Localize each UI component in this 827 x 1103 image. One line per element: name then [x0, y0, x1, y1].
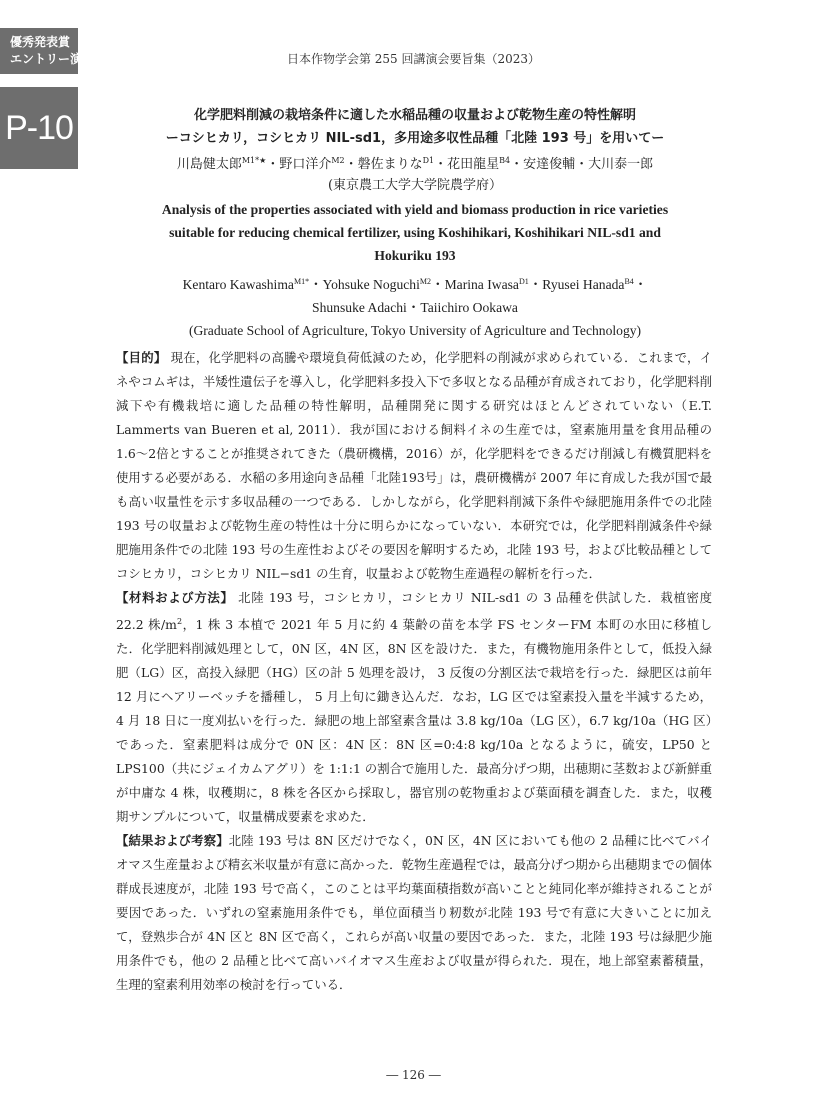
- unit-superscript: 2: [176, 617, 183, 626]
- japanese-title: [110, 104, 720, 150]
- author-name: ・Yohsuke Noguchi: [309, 277, 420, 292]
- results-section: [116, 829, 712, 997]
- author-mark: B4: [624, 277, 634, 286]
- title-block: [110, 104, 720, 342]
- author-name: 川島健太郎: [176, 157, 242, 172]
- japanese-authors: [110, 150, 720, 175]
- running-header: 日本作物学会第 255 回講演会要旨集（2023）: [286, 52, 541, 66]
- english-authors: [110, 270, 720, 319]
- author-name: ・Ryusei Hanada: [528, 277, 625, 292]
- poster-id-badge: P-10: [0, 87, 78, 169]
- japanese-title-line1: 化学肥料削減の栽培条件に適した水稲品種の収量および乾物生産の特性解明: [193, 108, 636, 123]
- methods-section: [116, 586, 712, 829]
- english-title-line2: suitable for reducing chemical fertilizer, using Koshihikari, Koshihikari NIL-sd1 and: [169, 225, 661, 240]
- results-text: 北陸 193 号は 8N 区だけでなく，0N 区，4N 区においても他の 2 品種に比べてバイオマス生産量および精玄米収量が有意に高かった．乾物生産過程では，最高分げつ期から出穂期までの個体群成長速度が，北陸 193 号で高く，このことは平均葉面積指数が高いことと純同化率が維持されることが要因であった．いずれの窒素施用条件でも，単位面積当り籾数が北陸 193 号で有意に大きいことに加えて，登熟歩合が 4N 区と 8N 区で高く，これらが高い収量の要因であった．また，北陸 193 号は緑肥少施用条件でも，他の 2 品種と比べて高いバイオマス生産および収量が得られた．現在，地上部窒素蓄積量，生理的窒素利用効率の検討を行っている．: [116, 833, 712, 992]
- author-mark: M2: [419, 277, 431, 286]
- entry-label: エントリー演題: [10, 52, 95, 66]
- english-title: [110, 198, 720, 267]
- methods-text: 北陸 193 号，コシヒカリ，コシヒカリ NIL-sd1 の 3 品種を供試した．栽植密度 22.2 株/m: [116, 590, 712, 632]
- author-separator: ・: [633, 277, 648, 292]
- japanese-affiliation: (東京農工大学大学院農学府）: [327, 178, 503, 193]
- author-mark: D1: [518, 277, 529, 286]
- methods-heading: 【材料および方法】: [116, 590, 234, 605]
- purpose-text: 現在，化学肥料の高騰や環境負荷低減のため，化学肥料の削減が求められている．これまで，イネやコムギは，半矮性遺伝子を導入し，化学肥料多投入下で多収となる品種が育成されており，化学肥料削減下や有機栽培に適した品種の特性解明，品種開発に関する研究はほとんどされていない（E.T. Lammerts van Bueren et al, 2011）．我が国における飼料イネの生産では，窒素施用量を食用品種の1.6〜2倍とすることが推奨されてきた（農研機構，2016）が，化学肥料をできるだけ削減し有機質肥料を使用する必要がある．水稲の多用途向き品種「北陸193号」は，農研機構が 2007 年に育成した我が国で最も高い収量性を示す多収品種の一つである．しかしながら，化学肥料削減下条件や緑肥施用条件での北陸 193 号の収量および乾物生産の特性は十分に明らかになっていない．本研究では，化学肥料削減条件や緑肥施用条件での北陸 193 号の生産性およびその要因を解明するため，北陸 193 号，および比較品種としてコシヒカリ，コシヒカリ NIL−sd1 の生育，収量および乾物生産過程の解析を行った．: [116, 350, 712, 581]
- english-authors-line2: Shunsuke Adachi・Taiichiro Ookawa: [312, 300, 518, 315]
- results-heading: 【結果および考察】: [116, 833, 229, 848]
- author-names-rest: ・安達俊輔・大川泰一郎: [510, 157, 654, 172]
- purpose-heading: 【目的】: [116, 350, 167, 365]
- japanese-subtitle: ーコシヒカリ，コシヒカリ NIL-sd1，多用途多収性品種「北陸 193 号」を用いてー: [165, 131, 665, 146]
- page-number: ― 126 ―: [386, 1068, 441, 1082]
- english-title-line1: Analysis of the properties associated with yield and biomass production in rice varieties: [161, 202, 669, 217]
- methods-text-cont: ，1 株 3 本植で 2021 年 5 月に約 4 葉齢の苗を本学 FS センターFM 本町の水田に移植した．化学肥料削減処理として，0N 区，4N 区，8N 区を設けた．また，有機物施用条件として，低投入緑肥（LG）区，高投入緑肥（HG）区の計 5 処理を設け， 3 反復の分割区法で栽培を行った．緑肥区は前年 12 月にヘアリーベッチを播種し， 5 月上旬に鋤き込んだ．なお，LG 区では窒素投入量を半減するため，4 月 18 日に一度刈払いを行った．緑肥の地上部窒素含量は 3.8 kg/10a（LG 区），6.7 kg/10a（HG 区）であった．窒素肥料は成分で 0N 区：4N 区：8N 区=0:4:8 kg/10a となるように，硫安，LP50 と LPS100（共にジェイカムアグリ）を 1:1:1 の割合で施用した．最高分げつ期，出穂期に茎数および新鮮重が中庸な 4 株，収穫期に，8 株を各区から採取し，器官別の乾物重および葉面積を調査した．また，収穫期サンプルについて，収量構成要素を求めた．: [116, 617, 712, 824]
- author-name: ・磐佐まりな: [344, 157, 423, 172]
- author-name: ・花田龍星: [434, 157, 500, 172]
- author-mark: B4: [499, 156, 511, 165]
- author-name: ・Marina Iwasa: [430, 277, 519, 292]
- author-name: ・野口洋介: [266, 157, 332, 172]
- english-title-line3: Hokuriku 193: [374, 248, 456, 263]
- purpose-section: [116, 346, 712, 586]
- abstract-body: [116, 346, 712, 997]
- english-affiliation: (Graduate School of Agriculture, Tokyo University of Agriculture and Technology): [188, 323, 642, 338]
- author-mark: M2: [331, 156, 345, 165]
- author-mark: M1*: [293, 277, 310, 286]
- author-name: Kentaro Kawashima: [182, 277, 294, 292]
- author-mark: D1: [422, 156, 435, 165]
- english-authors-line1: [110, 270, 720, 296]
- author-mark: M1*★: [241, 156, 267, 165]
- award-label: 優秀発表賞: [10, 35, 71, 49]
